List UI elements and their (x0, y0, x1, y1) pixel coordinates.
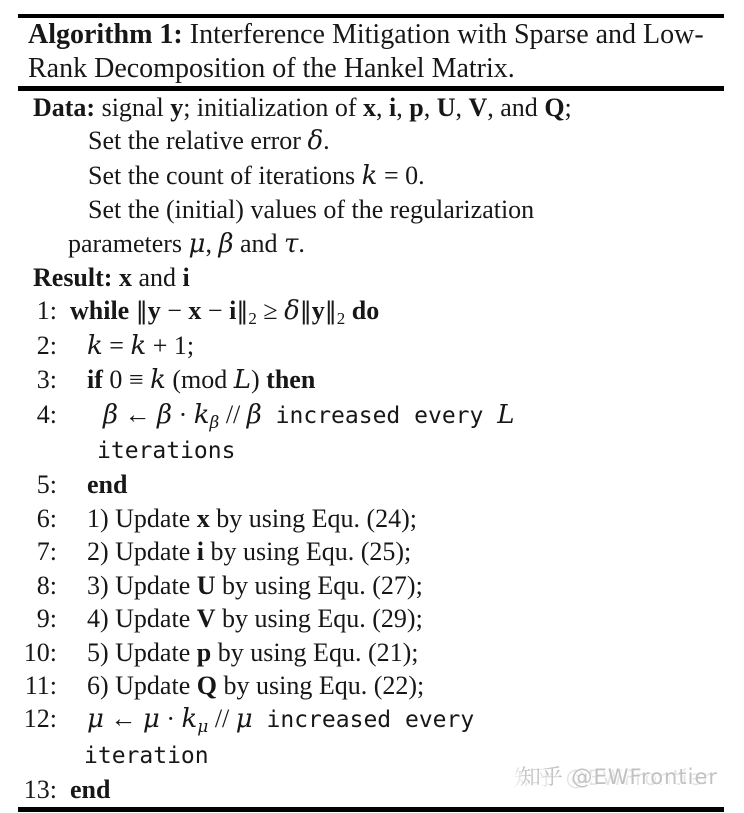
math-beta: β (157, 399, 173, 430)
arrow-left: ← (118, 399, 158, 429)
norm-bar: ‖ (324, 297, 337, 326)
line-number: 8: (36, 570, 57, 600)
comment-text: iteration (84, 742, 209, 769)
norm-bar: ‖ (299, 297, 312, 326)
algorithm-body (0, 91, 744, 807)
math-beta: β (246, 399, 262, 430)
algorithm-label: Algorithm 1: (28, 19, 183, 50)
zhihu-watermark: 知乎 @EWFrontier (519, 765, 718, 789)
keyword-while: while (70, 296, 136, 326)
step-4 (0, 398, 744, 433)
math-k: k (181, 704, 198, 735)
step-content (57, 329, 194, 363)
text-segment: = (102, 330, 131, 360)
text-segment: , (423, 93, 437, 122)
line-number: 9: (36, 604, 57, 634)
comment-text: iterations (97, 438, 236, 465)
minus-sign: − (160, 296, 189, 326)
text-segment: Set the relative error (88, 126, 308, 156)
math-tau: τ (284, 228, 299, 259)
step-9 (0, 602, 744, 635)
vector-y: y (170, 93, 184, 122)
math-k: k (87, 330, 103, 361)
step-content (57, 702, 474, 737)
parameters-line (0, 227, 744, 261)
math-k: k (361, 160, 378, 191)
step-3 (0, 363, 744, 397)
vector-y: y (311, 296, 325, 326)
math-mu: μ (188, 228, 206, 259)
text-segment: by using Equ. (21); (211, 637, 419, 667)
step-11 (0, 669, 744, 702)
text-segment: ; initialization of (183, 93, 363, 122)
text-segment: (mod (165, 365, 234, 395)
text-segment: 4) Update (87, 604, 197, 634)
step-12 (0, 702, 744, 737)
step-7 (0, 535, 744, 568)
math-beta: β (218, 228, 234, 259)
text-segment: by using Equ. (29); (215, 604, 423, 634)
math-delta: δ (307, 126, 324, 157)
text-segment: , (396, 93, 410, 122)
comment-text: increased every (261, 402, 498, 429)
vector-p: p (409, 93, 424, 122)
cdot-sign: · (159, 704, 182, 734)
data-label: Data: (33, 93, 96, 122)
math-beta: β (103, 399, 119, 430)
line-number: 4: (36, 399, 57, 429)
text-segment: . (298, 228, 305, 258)
line-number: 12: (23, 704, 57, 734)
text-segment: , and (487, 93, 545, 122)
keyword-if: if (87, 365, 110, 395)
matrix-q: Q (196, 670, 217, 700)
text-segment: + 1; (146, 330, 195, 360)
math-l: L (497, 399, 515, 430)
step-content (57, 468, 127, 501)
text-segment: by using Equ. (24); (209, 503, 418, 533)
vector-y: y (147, 296, 161, 326)
text-segment: 1) Update (87, 503, 197, 533)
step-content (57, 294, 379, 328)
math-mu: μ (142, 704, 160, 735)
text-segment: parameters (68, 228, 189, 258)
vector-i: i (182, 263, 190, 293)
step-2 (0, 329, 744, 363)
keyword-end: end (87, 470, 128, 500)
math-k: k (130, 330, 147, 361)
text-segment: by using Equ. (22); (216, 670, 425, 700)
geq-sign: ≥ (256, 296, 285, 326)
text-segment: 6) Update (87, 670, 197, 700)
step-content (57, 636, 418, 669)
text-segment: , (376, 93, 389, 122)
subscript-2: 2 (336, 309, 346, 329)
text-segment: , (205, 228, 219, 258)
vector-x: x (196, 503, 210, 533)
set-error-line (0, 124, 744, 158)
text-segment: signal (95, 93, 171, 122)
step-1 (0, 294, 744, 328)
math-mu: μ (235, 704, 253, 735)
caption-line-2: Rank Decomposition of the Hankel Matrix. (28, 53, 515, 84)
step-content (57, 502, 417, 535)
data-line (0, 91, 744, 124)
text-segment: 5) Update (87, 637, 197, 667)
text-segment: ; (564, 93, 572, 122)
math-l: L (233, 365, 251, 396)
vector-i: i (196, 537, 204, 567)
vector-x: x (118, 263, 132, 293)
set-count-line (0, 159, 744, 193)
cdot-sign: · (172, 399, 194, 429)
step-content (57, 363, 315, 397)
text-segment: by using Equ. (25); (203, 537, 412, 567)
matrix-v: V (468, 93, 488, 122)
math-k: k (193, 399, 210, 430)
vector-x: x (363, 93, 376, 122)
step-content (57, 398, 514, 433)
line-number: 2: (36, 330, 57, 360)
comment-text: increased every (252, 707, 475, 734)
subscript-2: 2 (248, 309, 257, 329)
text-segment: . (323, 126, 330, 156)
line-number: 10: (23, 637, 57, 667)
subscript-beta: β (209, 412, 220, 433)
matrix-v: V (196, 604, 216, 634)
step-content (57, 773, 110, 806)
math-delta: δ (284, 296, 300, 327)
subscript-mu: μ (197, 717, 209, 738)
line-number: 7: (36, 537, 57, 567)
step-4-continuation (0, 433, 744, 468)
math-k: k (150, 365, 166, 396)
text-segment: 2) Update (87, 537, 197, 567)
algorithm-caption (0, 18, 744, 86)
text-segment: 3) Update (87, 570, 197, 600)
line-number: 5: (36, 470, 57, 500)
text-segment: ) (250, 365, 267, 395)
line-number: 1: (36, 296, 57, 326)
line-number: 6: (36, 503, 57, 533)
step-content (57, 569, 423, 602)
norm-bar: ‖ (236, 297, 249, 326)
step-8 (0, 569, 744, 602)
vector-p: p (196, 637, 212, 667)
keyword-then: then (266, 365, 316, 395)
text-segment: = 0. (377, 160, 425, 190)
text-segment: 0 ≡ (109, 365, 151, 395)
keyword-end: end (70, 775, 111, 805)
result-label: Result: (33, 263, 113, 293)
text-segment: by using Equ. (27); (215, 570, 423, 600)
caption-text: Interference Mitigation with Sparse and Low- (182, 19, 704, 50)
vector-x: x (188, 296, 202, 326)
text-segment: Set the count of iterations (88, 160, 362, 190)
matrix-u: U (436, 93, 456, 122)
norm-bar: ‖ (135, 297, 148, 326)
comment-slashes: // (208, 704, 236, 734)
line-number: 3: (36, 365, 57, 395)
vector-i: i (229, 296, 237, 326)
step-6 (0, 502, 744, 535)
minus-sign: − (201, 296, 230, 326)
step-10 (0, 636, 744, 669)
caption-line-1 (28, 18, 726, 52)
step-content (57, 602, 423, 635)
text-segment: and (233, 228, 285, 258)
step-5 (0, 468, 744, 501)
comment-slashes: // (219, 399, 247, 429)
vector-i: i (389, 93, 397, 122)
arrow-left: ← (103, 704, 143, 734)
line-number: 11: (24, 670, 57, 700)
text-segment: and (131, 263, 183, 293)
text-segment: , (455, 93, 469, 122)
result-line (0, 261, 744, 294)
keyword-do: do (345, 296, 380, 326)
matrix-q: Q (544, 93, 565, 122)
matrix-u: U (196, 570, 216, 600)
math-mu: μ (87, 704, 104, 735)
set-initial-line: Set the (initial) values of the regularization (88, 195, 535, 225)
step-content (57, 535, 411, 568)
step-content (57, 669, 424, 702)
bottom-rule (18, 807, 724, 812)
line-number: 13: (23, 775, 57, 805)
